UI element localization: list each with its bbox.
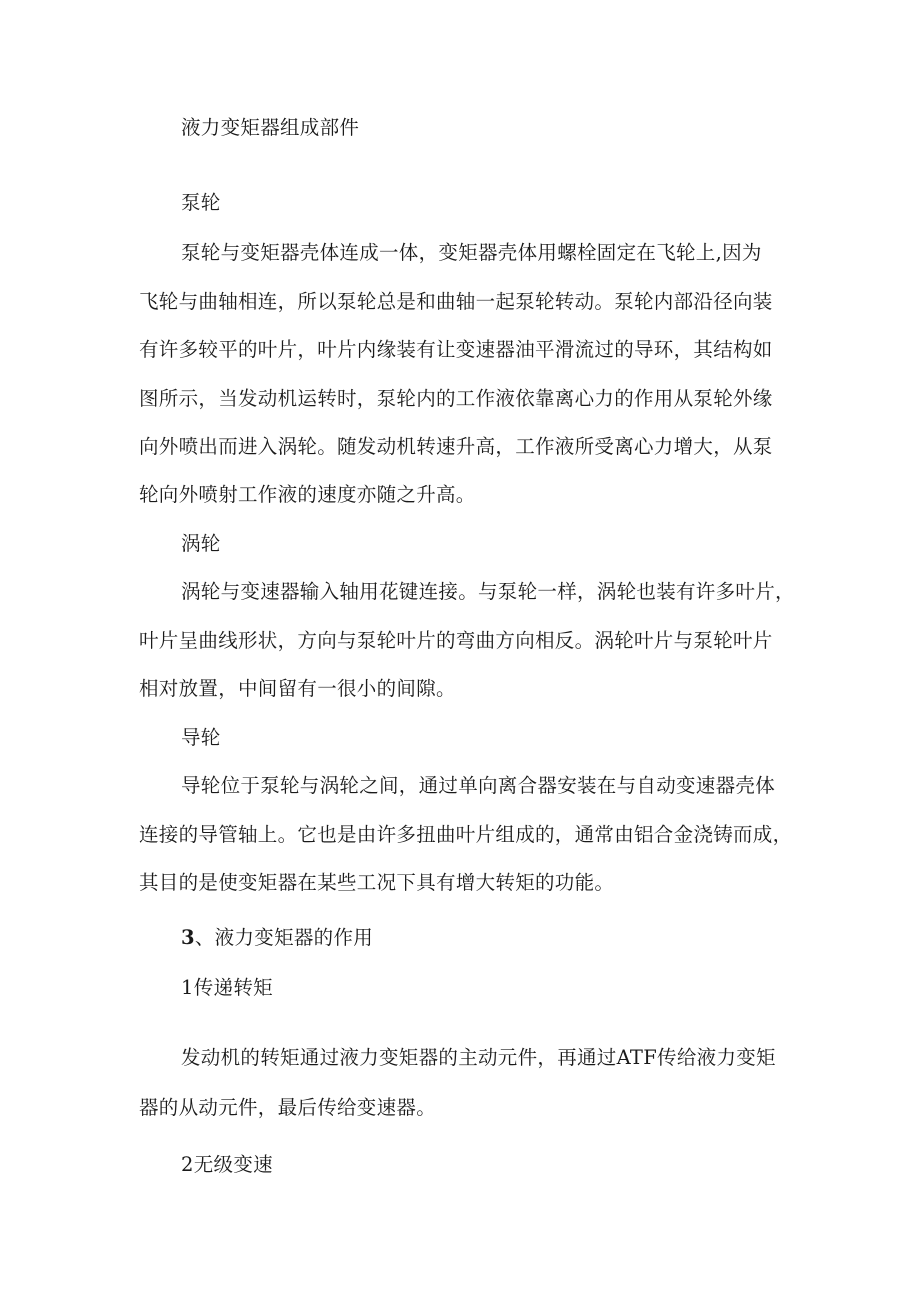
pump-line-5: 向外喷出而进入涡轮。随发动机转速升高，工作液所受离心力增大，从泵: [139, 435, 773, 458]
subsection-1-number: 1: [181, 976, 194, 999]
section-3-number: 3: [181, 926, 195, 949]
subsection-1-heading: [181, 973, 831, 1003]
pump-line-3: 有许多较平的叶片，叶片内缘装有让变速器油平滑流过的导环，其结构如: [139, 338, 773, 361]
subsection-2-heading: [181, 1150, 831, 1180]
doc-heading: 液力变矩器组成部件: [181, 116, 360, 139]
stator-line-1: 导轮位于泵轮与涡轮之间，通过单向离合器安装在与自动变速器壳体: [181, 774, 776, 797]
subsection-2-number: 2: [181, 1153, 194, 1176]
pump-line-1: 泵轮与变矩器壳体连成一体，变矩器壳体用螺栓固定在飞轮上,因为: [181, 241, 762, 264]
section-3-heading: [181, 923, 831, 953]
stator-line-2: 连接的导管轴上。它也是由许多扭曲叶片组成的，通常由铝合金浇铸而成，: [139, 823, 793, 846]
torque-line-2: 器的从动元件，最后传给变速器。: [139, 1096, 437, 1119]
section-title-stator: 导轮: [181, 726, 221, 749]
section-title-pump: 泵轮: [181, 191, 221, 214]
pump-line-2: 飞轮与曲轴相连，所以泵轮总是和曲轴一起泵轮转动。泵轮内部沿径向装: [139, 290, 773, 313]
pump-line-6: 轮向外喷射工作液的速度亦随之升高。: [139, 483, 476, 506]
stator-line-3: 其目的是使变矩器在某些工况下具有增大转矩的功能。: [139, 871, 615, 894]
section-3-title: 、液力变矩器的作用: [194, 926, 374, 949]
torque-line-1: 发动机的转矩通过液力变矩器的主动元件，再通过ATF传给液力变矩: [181, 1046, 776, 1069]
subsection-1-title: 传递转矩: [193, 976, 273, 999]
turbine-line-1: 涡轮与变速器输入轴用花键连接。与泵轮一样，涡轮也装有许多叶片，: [181, 580, 795, 603]
subsection-2-title: 无级变速: [193, 1153, 273, 1176]
pump-line-4: 图所示，当发动机运转时，泵轮内的工作液依靠离心力的作用从泵轮外缘: [139, 387, 773, 410]
section-title-turbine: 涡轮: [181, 532, 221, 555]
turbine-line-3: 相对放置，中间留有一很小的间隙。: [139, 677, 456, 700]
turbine-line-2: 叶片呈曲线形状，方向与泵轮叶片的弯曲方向相反。涡轮叶片与泵轮叶片: [139, 629, 773, 652]
